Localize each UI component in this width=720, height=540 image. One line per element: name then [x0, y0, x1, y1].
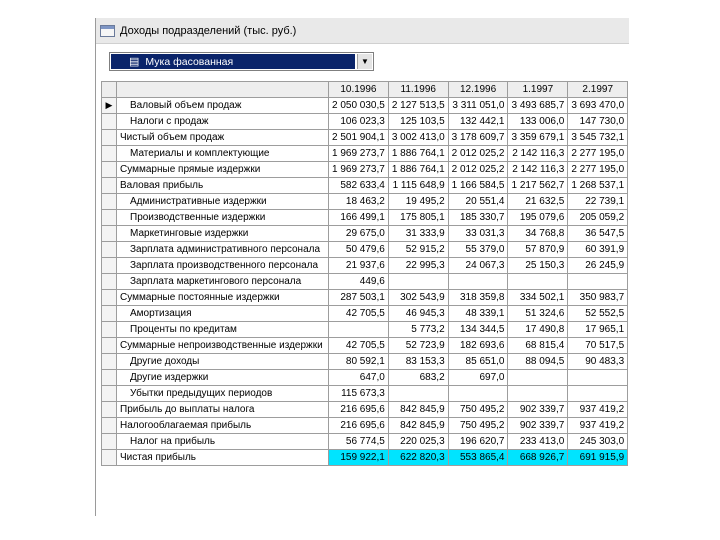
table-cell[interactable]: 115 673,3: [329, 386, 389, 402]
row-selector[interactable]: [102, 338, 117, 354]
row-label[interactable]: Другие доходы: [117, 354, 329, 370]
table-cell[interactable]: 205 059,2: [568, 210, 628, 226]
table-cell[interactable]: 287 503,1: [329, 290, 389, 306]
table-row[interactable]: [102, 354, 628, 370]
row-selector[interactable]: [102, 354, 117, 370]
table-cell[interactable]: 21 632,5: [508, 194, 568, 210]
table-cell[interactable]: 42 705,5: [329, 338, 389, 354]
table-cell[interactable]: 52 915,2: [388, 242, 448, 258]
window-title: Доходы подразделений (тыс. руб.): [120, 24, 297, 37]
table-cell[interactable]: 31 333,9: [388, 226, 448, 242]
table-cell[interactable]: 902 339,7: [508, 402, 568, 418]
row-label[interactable]: Прибыль до выплаты налога: [117, 402, 329, 418]
row-selector[interactable]: [102, 290, 117, 306]
table-cell[interactable]: [388, 386, 448, 402]
dropdown-arrow-icon[interactable]: ▼: [357, 54, 372, 69]
table-cell[interactable]: 750 495,2: [448, 402, 508, 418]
row-selector[interactable]: [102, 258, 117, 274]
table-cell[interactable]: 1 268 537,1: [568, 178, 628, 194]
table-cell[interactable]: 134 344,5: [448, 322, 508, 338]
table-cell[interactable]: [448, 386, 508, 402]
column-header[interactable]: 2.1997: [568, 82, 628, 98]
row-label[interactable]: Чистая прибыль: [117, 450, 329, 466]
table-cell[interactable]: 196 620,7: [448, 434, 508, 450]
table-cell[interactable]: 52 552,5: [568, 306, 628, 322]
table-cell[interactable]: 19 495,2: [388, 194, 448, 210]
table-cell[interactable]: 334 502,1: [508, 290, 568, 306]
row-label[interactable]: Суммарные непроизводственные издержки: [117, 338, 329, 354]
table-cell[interactable]: 2 127 513,5: [388, 98, 448, 114]
table-cell[interactable]: 166 499,1: [329, 210, 389, 226]
table-cell[interactable]: 1 969 273,7: [329, 162, 389, 178]
table-cell[interactable]: 57 870,9: [508, 242, 568, 258]
table-cell[interactable]: 52 723,9: [388, 338, 448, 354]
table-cell[interactable]: 22 739,1: [568, 194, 628, 210]
table-cell[interactable]: 2 012 025,2: [448, 146, 508, 162]
row-selector[interactable]: [102, 450, 117, 466]
product-selector[interactable]: [109, 52, 374, 71]
table-cell[interactable]: [508, 274, 568, 290]
table-cell[interactable]: 1 969 273,7: [329, 146, 389, 162]
product-selector-value-box[interactable]: [111, 54, 355, 69]
window-icon: [100, 25, 115, 37]
table-cell[interactable]: 90 483,3: [568, 354, 628, 370]
title-bar: [96, 18, 629, 44]
row-selector[interactable]: [102, 210, 117, 226]
table-row[interactable]: [102, 242, 628, 258]
table-cell[interactable]: [568, 274, 628, 290]
document-icon: ▤: [129, 56, 140, 68]
table-cell[interactable]: 2 050 030,5: [329, 98, 389, 114]
table-cell[interactable]: 132 442,1: [448, 114, 508, 130]
table-cell[interactable]: 106 023,3: [329, 114, 389, 130]
table-cell[interactable]: 182 693,6: [448, 338, 508, 354]
row-label[interactable]: Суммарные постоянные издержки: [117, 290, 329, 306]
table-cell[interactable]: 17 965,1: [568, 322, 628, 338]
table-cell[interactable]: 24 067,3: [448, 258, 508, 274]
table-cell[interactable]: 147 730,0: [568, 114, 628, 130]
row-selector[interactable]: [102, 418, 117, 434]
table-cell[interactable]: 34 768,8: [508, 226, 568, 242]
row-label[interactable]: Производственные издержки: [117, 210, 329, 226]
table-cell[interactable]: 220 025,3: [388, 434, 448, 450]
table-cell[interactable]: [448, 274, 508, 290]
row-label[interactable]: Валовый объем продаж: [117, 98, 329, 114]
column-header[interactable]: 1.1997: [508, 82, 568, 98]
table-cell[interactable]: 17 490,8: [508, 322, 568, 338]
table-cell[interactable]: 133 006,0: [508, 114, 568, 130]
row-label[interactable]: Суммарные прямые издержки: [117, 162, 329, 178]
table-row[interactable]: [102, 162, 628, 178]
table-cell[interactable]: 50 479,6: [329, 242, 389, 258]
income-table: [101, 81, 628, 466]
table-cell[interactable]: 46 945,3: [388, 306, 448, 322]
table-cell[interactable]: 245 303,0: [568, 434, 628, 450]
row-selector[interactable]: [102, 306, 117, 322]
table-cell[interactable]: 302 543,9: [388, 290, 448, 306]
table-cell[interactable]: 3 002 413,0: [388, 130, 448, 146]
table-row[interactable]: [102, 98, 628, 114]
current-row-pointer-icon[interactable]: ▶: [102, 98, 117, 114]
table-cell[interactable]: 582 633,4: [329, 178, 389, 194]
table-cell[interactable]: 647,0: [329, 370, 389, 386]
header-corner: [102, 82, 117, 98]
header-row: [102, 82, 628, 98]
table-cell[interactable]: 3 545 732,1: [568, 130, 628, 146]
table-cell[interactable]: 5 773,2: [388, 322, 448, 338]
table-cell[interactable]: [329, 322, 389, 338]
table-row[interactable]: [102, 434, 628, 450]
table-cell[interactable]: 51 324,6: [508, 306, 568, 322]
report-window: [95, 18, 629, 516]
table-row[interactable]: [102, 178, 628, 194]
table-cell[interactable]: 48 339,1: [448, 306, 508, 322]
table-cell[interactable]: [388, 274, 448, 290]
table-cell[interactable]: 42 705,5: [329, 306, 389, 322]
table-cell[interactable]: 60 391,9: [568, 242, 628, 258]
row-selector[interactable]: [102, 178, 117, 194]
table-cell[interactable]: 553 865,4: [448, 450, 508, 466]
table-cell[interactable]: 33 031,3: [448, 226, 508, 242]
row-label[interactable]: Зарплата административного персонала: [117, 242, 329, 258]
table-cell[interactable]: 350 983,7: [568, 290, 628, 306]
table-cell[interactable]: 449,6: [329, 274, 389, 290]
table-cell[interactable]: 842 845,9: [388, 418, 448, 434]
row-label[interactable]: Чистый объем продаж: [117, 130, 329, 146]
income-grid: [101, 81, 628, 466]
table-cell[interactable]: 88 094,5: [508, 354, 568, 370]
table-cell[interactable]: 3 493 685,7: [508, 98, 568, 114]
table-cell[interactable]: 20 551,4: [448, 194, 508, 210]
table-cell[interactable]: 3 359 679,1: [508, 130, 568, 146]
table-cell[interactable]: 668 926,7: [508, 450, 568, 466]
table-cell[interactable]: [568, 386, 628, 402]
row-selector[interactable]: [102, 226, 117, 242]
table-cell[interactable]: 26 245,9: [568, 258, 628, 274]
table-cell[interactable]: 1 217 562,7: [508, 178, 568, 194]
table-row[interactable]: [102, 306, 628, 322]
table-cell[interactable]: 2 142 116,3: [508, 146, 568, 162]
table-cell[interactable]: 125 103,5: [388, 114, 448, 130]
table-row[interactable]: [102, 386, 628, 402]
row-selector[interactable]: [102, 402, 117, 418]
row-label[interactable]: Убытки предыдущих периодов: [117, 386, 329, 402]
row-selector[interactable]: [102, 146, 117, 162]
table-cell[interactable]: 1 166 584,5: [448, 178, 508, 194]
table-cell[interactable]: 25 150,3: [508, 258, 568, 274]
table-cell[interactable]: 159 922,1: [329, 450, 389, 466]
table-cell[interactable]: 36 547,5: [568, 226, 628, 242]
row-label[interactable]: Амортизация: [117, 306, 329, 322]
table-cell[interactable]: 18 463,2: [329, 194, 389, 210]
table-cell[interactable]: 216 695,6: [329, 402, 389, 418]
product-selector-value: Мука фасованная: [145, 55, 234, 68]
row-label[interactable]: Зарплата производственного персонала: [117, 258, 329, 274]
table-row[interactable]: [102, 338, 628, 354]
table-cell[interactable]: 70 517,5: [568, 338, 628, 354]
table-cell[interactable]: 3 693 470,0: [568, 98, 628, 114]
table-row[interactable]: [102, 418, 628, 434]
row-selector[interactable]: [102, 114, 117, 130]
table-cell[interactable]: 1 886 764,1: [388, 146, 448, 162]
table-cell[interactable]: 2 501 904,1: [329, 130, 389, 146]
row-label[interactable]: Налоги с продаж: [117, 114, 329, 130]
row-label[interactable]: Проценты по кредитам: [117, 322, 329, 338]
row-selector[interactable]: [102, 434, 117, 450]
table-cell[interactable]: 216 695,6: [329, 418, 389, 434]
row-label[interactable]: Материалы и комплектующие: [117, 146, 329, 162]
table-cell[interactable]: 175 805,1: [388, 210, 448, 226]
table-cell[interactable]: 697,0: [448, 370, 508, 386]
table-cell[interactable]: 56 774,5: [329, 434, 389, 450]
table-cell[interactable]: 622 820,3: [388, 450, 448, 466]
table-cell[interactable]: 937 419,2: [568, 402, 628, 418]
column-header[interactable]: 12.1996: [448, 82, 508, 98]
table-cell[interactable]: 2 277 195,0: [568, 146, 628, 162]
table-cell[interactable]: 22 995,3: [388, 258, 448, 274]
header-label-column: [117, 82, 329, 98]
table-cell[interactable]: 233 413,0: [508, 434, 568, 450]
table-row[interactable]: [102, 370, 628, 386]
table-row[interactable]: [102, 290, 628, 306]
table-cell[interactable]: [508, 370, 568, 386]
table-cell[interactable]: [568, 370, 628, 386]
row-label[interactable]: Маркетинговые издержки: [117, 226, 329, 242]
row-selector[interactable]: [102, 194, 117, 210]
row-label[interactable]: Зарплата маркетингового персонала: [117, 274, 329, 290]
table-cell[interactable]: 21 937,6: [329, 258, 389, 274]
row-selector[interactable]: [102, 130, 117, 146]
table-cell[interactable]: 691 915,9: [568, 450, 628, 466]
table-cell[interactable]: 80 592,1: [329, 354, 389, 370]
row-label[interactable]: Административные издержки: [117, 194, 329, 210]
row-selector[interactable]: [102, 274, 117, 290]
table-cell[interactable]: 842 845,9: [388, 402, 448, 418]
table-row[interactable]: [102, 114, 628, 130]
table-row[interactable]: [102, 226, 628, 242]
table-cell[interactable]: 902 339,7: [508, 418, 568, 434]
table-row[interactable]: [102, 322, 628, 338]
table-cell[interactable]: 2 012 025,2: [448, 162, 508, 178]
row-label[interactable]: Налог на прибыль: [117, 434, 329, 450]
table-row[interactable]: [102, 402, 628, 418]
table-cell[interactable]: [508, 386, 568, 402]
table-row[interactable]: [102, 210, 628, 226]
table-row[interactable]: [102, 258, 628, 274]
table-row[interactable]: [102, 130, 628, 146]
table-cell[interactable]: 1 115 648,9: [388, 178, 448, 194]
table-cell[interactable]: 318 359,8: [448, 290, 508, 306]
table-cell[interactable]: 85 651,0: [448, 354, 508, 370]
table-row[interactable]: [102, 450, 628, 466]
table-cell[interactable]: 937 419,2: [568, 418, 628, 434]
table-cell[interactable]: 683,2: [388, 370, 448, 386]
table-cell[interactable]: 83 153,3: [388, 354, 448, 370]
row-selector[interactable]: [102, 242, 117, 258]
row-label[interactable]: Другие издержки: [117, 370, 329, 386]
table-cell[interactable]: 185 330,7: [448, 210, 508, 226]
table-cell[interactable]: 750 495,2: [448, 418, 508, 434]
table-row[interactable]: [102, 146, 628, 162]
table-cell[interactable]: 195 079,6: [508, 210, 568, 226]
row-selector[interactable]: [102, 386, 117, 402]
row-selector[interactable]: [102, 322, 117, 338]
table-cell[interactable]: 2 277 195,0: [568, 162, 628, 178]
table-cell[interactable]: 3 311 051,0: [448, 98, 508, 114]
row-selector[interactable]: [102, 370, 117, 386]
table-cell[interactable]: 55 379,0: [448, 242, 508, 258]
row-label[interactable]: Налогооблагаемая прибыль: [117, 418, 329, 434]
row-selector[interactable]: [102, 162, 117, 178]
table-cell[interactable]: 1 886 764,1: [388, 162, 448, 178]
table-cell[interactable]: 68 815,4: [508, 338, 568, 354]
table-cell[interactable]: 2 142 116,3: [508, 162, 568, 178]
table-cell[interactable]: 3 178 609,7: [448, 130, 508, 146]
table-cell[interactable]: 29 675,0: [329, 226, 389, 242]
table-row[interactable]: [102, 194, 628, 210]
column-header[interactable]: 11.1996: [388, 82, 448, 98]
row-label[interactable]: Валовая прибыль: [117, 178, 329, 194]
column-header[interactable]: 10.1996: [329, 82, 389, 98]
table-row[interactable]: [102, 274, 628, 290]
